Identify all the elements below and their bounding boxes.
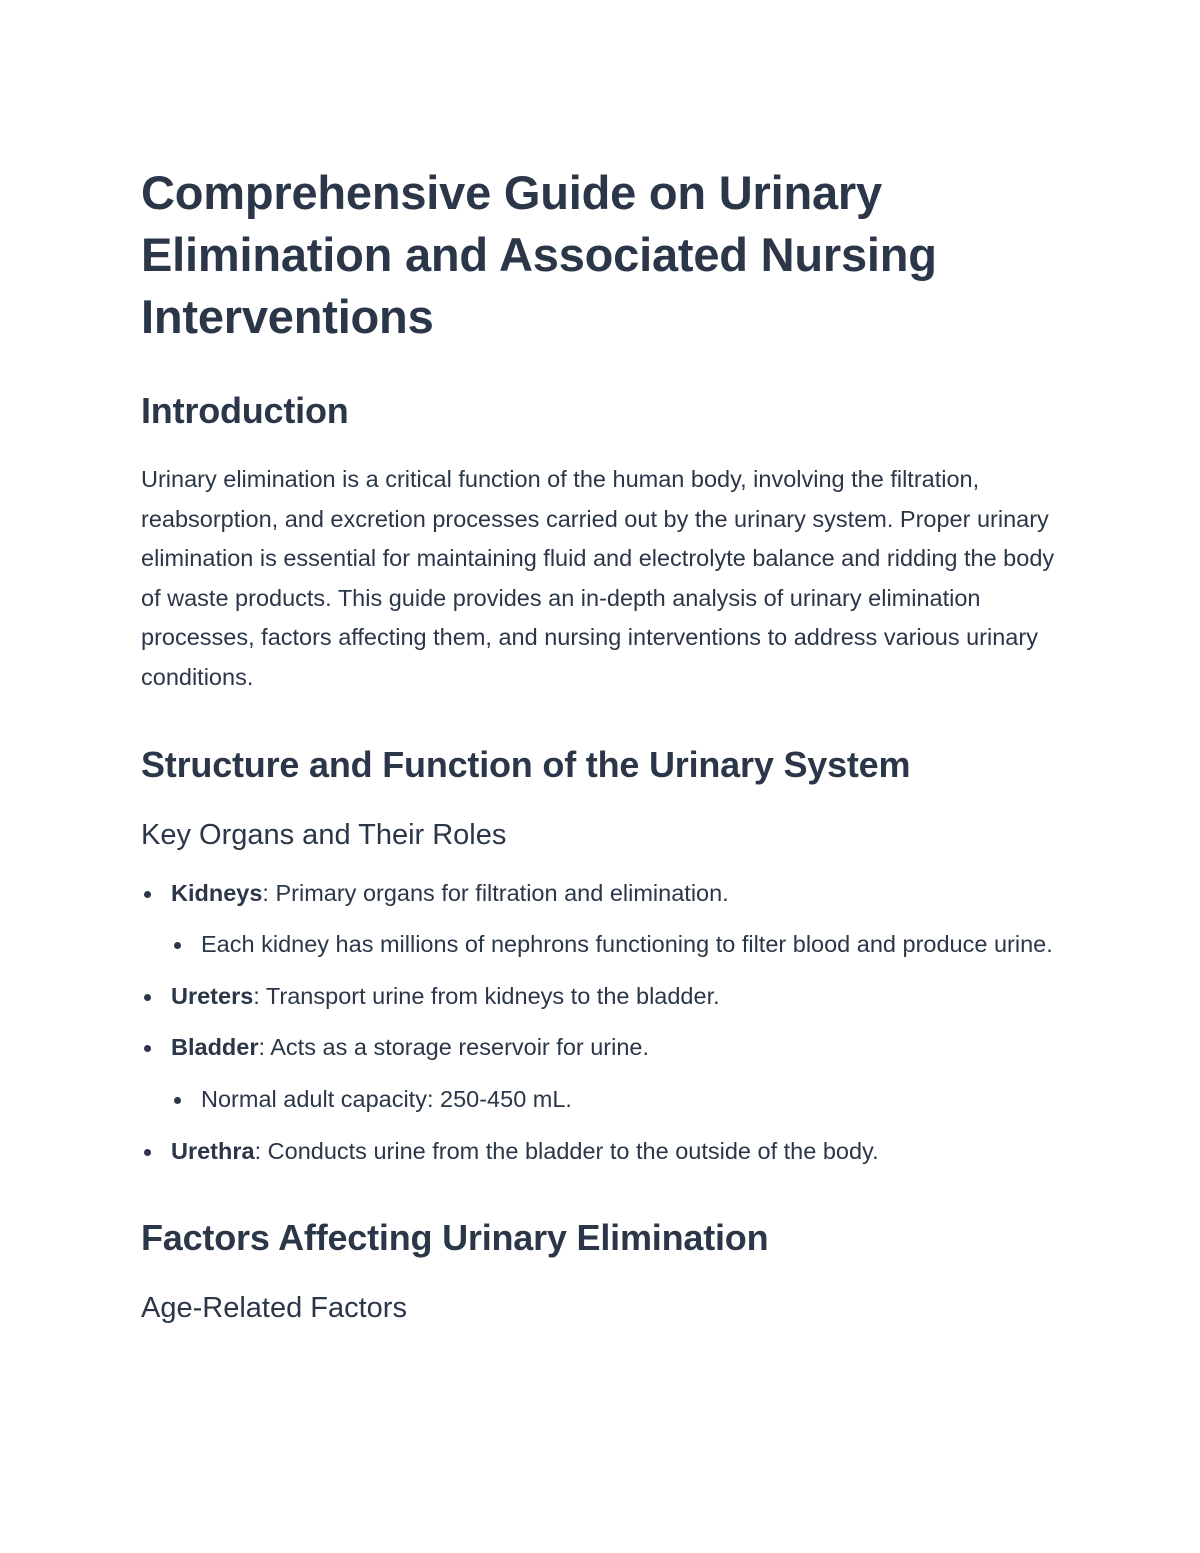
bullet-icon xyxy=(144,1149,151,1156)
list-item-bladder xyxy=(141,1028,1061,1119)
organ-term: Ureters xyxy=(171,982,254,1009)
list-item-urethra xyxy=(141,1132,1061,1172)
list-item-kidneys xyxy=(141,874,1061,965)
bullet-icon xyxy=(144,1045,151,1052)
bladder-sub-list xyxy=(171,1080,1061,1120)
bullet-icon xyxy=(144,891,151,898)
sub-list-item xyxy=(171,925,1061,965)
structure-heading: Structure and Function of the Urinary System xyxy=(141,743,911,785)
organ-description: : Primary organs for filtration and elimination. xyxy=(262,879,729,906)
bullet-icon xyxy=(174,942,181,949)
organ-term: Bladder xyxy=(171,1034,259,1061)
introduction-paragraph: Urinary elimination is a critical function of the human body, involving the filtration, reabsorption, and excretion processes carried out by the urinary system. Proper urinary elimination is essential for maintaining fluid and electrolyte balance and ridding the body of waste products. This guide provides an in-depth analysis of urinary elimination processes, factors affecting them, and nursing interventions to address various urinary conditions. xyxy=(141,466,1055,690)
bullet-icon xyxy=(144,994,151,1001)
organ-term: Urethra xyxy=(171,1137,255,1164)
list-item-ureters xyxy=(141,977,1061,1017)
document-title: Comprehensive Guide on Urinary Elimination and Associated Nursing Interventions xyxy=(141,166,937,343)
organ-description: : Acts as a storage reservoir for urine. xyxy=(258,1034,650,1061)
bullet-icon xyxy=(174,1097,181,1104)
organs-list xyxy=(141,874,1061,1172)
organ-description: : Conducts urine from the bladder to the outside of the body. xyxy=(254,1137,879,1164)
document-content xyxy=(141,162,1061,1327)
sub-item-text: Normal adult capacity: 250-450 mL. xyxy=(201,1085,572,1112)
sub-list-item xyxy=(171,1080,1061,1120)
key-organs-subheading: Key Organs and Their Roles xyxy=(141,818,507,851)
sub-item-text: Each kidney has millions of nephrons functioning to filter blood and produce urine. xyxy=(201,931,1053,958)
age-factors-subheading: Age-Related Factors xyxy=(141,1292,407,1325)
organ-description: : Transport urine from kidneys to the bladder. xyxy=(253,982,720,1009)
organ-term: Kidneys xyxy=(171,879,263,906)
kidneys-sub-list xyxy=(171,925,1061,965)
factors-heading: Factors Affecting Urinary Elimination xyxy=(141,1217,769,1259)
introduction-heading: Introduction xyxy=(141,390,349,431)
